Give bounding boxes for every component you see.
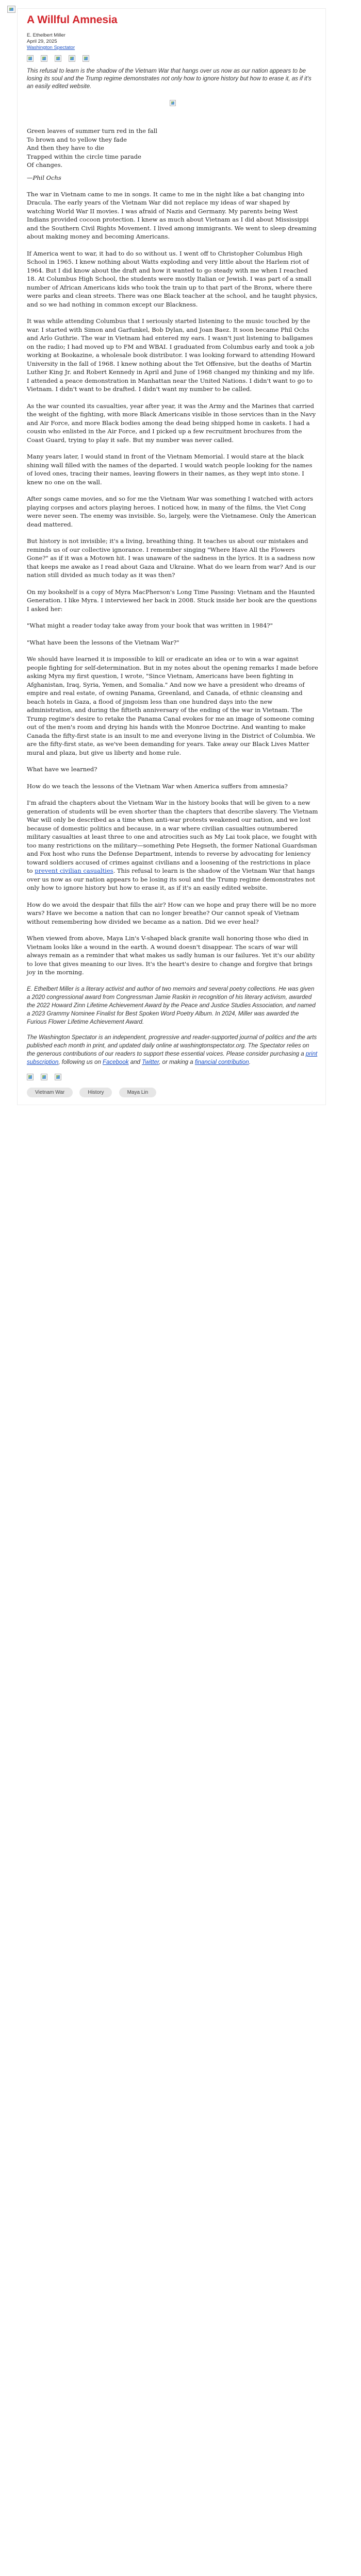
- poem-line: Green leaves of summer turn red in the fall: [27, 127, 158, 134]
- poem-line: And then they have to die: [27, 144, 104, 151]
- epigraph-poem: [27, 127, 318, 170]
- civilian-casualties-link[interactable]: prevent civilian casualties: [35, 867, 113, 874]
- tag-vietnam-war[interactable]: Vietnam War: [27, 1088, 73, 1097]
- body-paragraph: What have we learned?: [27, 766, 97, 773]
- body-paragraph: Many years later, I would stand in front of the Vietnam Memorial. I would stare at the black shining wall filled with the names of the departed. I would watch people looking for the names of loved ones, tracing their names, leaving flowers in their names, as they wept into stone. I knew no one on the wall.: [27, 453, 313, 486]
- bottom-share-buttons: [27, 1074, 318, 1081]
- body-paragraph: As the war counted its casualties, year after year, it was the Army and the Marines that carried the weight of the fighting, with more Black Americans visible in those services than in the Navy and Air Force, and more Black bodies among the dead being shipped home in caskets. I had a cousin who enlisted in the Air Force, and I picked up a few recruitment brochures from the Coast Guard, trying to play it safe. But my number was never called.: [27, 402, 316, 444]
- body-paragraph: We should have learned it is impossible to kill or eradicate an idea or to win a war against people fighting for self-determination. But in my notes about the opening remarks I made before asking Myra my first question, I wrote, "Since Vietnam, Americans have been fighting in Afghanistan, Iraq, Syria, Yemen, and Somalia." And now we have a president who dreams of empire and real estate, of owning Panama, Greenland, and Canada, of ethnic cleansing and beach hotels in Gaza, a flood of jingoism less than one hundred days into the new administration, and during the fiftieth anniversary of the ending of the war in Vietnam. The Trump regime's desire to retake the Panama Canal evokes for me an image of someone coming out of the men's room and drying his hands with the Monroe Doctrine. And wanting to make Canada the fifty-first state is an insult to me and everyone living in the District of Columbia. We are the fifty-first state, as we've been demanding for years. Take away our Black Lives Matter mural and plaza, but give us liberty and home rule.: [27, 655, 318, 756]
- article-card: [17, 8, 326, 1105]
- poem-credit: —Phil Ochs: [27, 174, 61, 181]
- body-paragraph-with-link: [27, 799, 318, 892]
- publish-date: April 29, 2025: [27, 39, 57, 44]
- poem-line: Trapped within the circle time parade: [27, 152, 141, 160]
- share-email-icon[interactable]: [27, 55, 34, 62]
- blurb-text: , following us on: [58, 1059, 101, 1065]
- body-paragraph: It was while attending Columbus that I seriously started listening to the music touched by the war. I started with Simon and Garfunkel, Bob Dylan, and Joan Baez. It soon became Phil Ochs and Arlo Guthrie. The war in Vietnam had entered my ears. I wasn't just listening to ballgames on the radio; I had moved up to FM and WBAI. I graduated from Columbus early and took a job working at Bookazine, a wholesale book distributor. I was looking forward to attending Howard University in the fall of 1968. I knew nothing about the Tet Offensive, but the deaths of Martin Luther King Jr. and Robert Kennedy in April and June of 1968 changed my thinking and my life. I attended a peace demonstration in Manhattan near the United Nations. I didn't want to go to Vietnam. I didn't want to be drafted. I didn't want my number to be called.: [27, 317, 315, 393]
- share-email-icon[interactable]: [27, 1074, 34, 1080]
- body-paragraph: After songs came movies, and so for me the Vietnam War was something I watched with actors playing corpses and actors playing heroes. I noticed how, in many of the films, the Viet Cong were never seen. The enemy was invisible. So, largely, were the Vietnamese. Only the American dead mattered.: [27, 495, 316, 528]
- article-meta: [27, 32, 318, 51]
- blurb-text: , or making a: [159, 1059, 193, 1065]
- publication-blurb: [27, 1033, 318, 1066]
- author-bio: E. Ethelbert Miller is a literary activist and author of two memoirs and several poetry collections. He was given a 2020 congressional award from Congressman Jamie Raskin in recognition of his literary activism, awarded the 2022 Howard Zinn Lifetime Achievement Award by the Peace and Justice Studies Association, and named a 2023 Grammy Nominee Finalist for Best Spoken Word Poetry Album. In 2024, Miller was awarded the Furious Flower Lifetime Achievement Award.: [27, 986, 316, 1025]
- header-image-icon: [7, 6, 15, 13]
- poem-line: To brown and to yellow they fade: [27, 135, 127, 143]
- print-subscription-link[interactable]: print subscription: [27, 1050, 318, 1065]
- facebook-link[interactable]: Facebook: [103, 1059, 129, 1065]
- paragraph-text: . This refusal to learn is the shadow of the Vietnam War that hangs over us now as our nation appears to be losing its soul and the Trump regime demonstrates not only how to ignore history but how to erase it, as if it's an easily edited website.: [27, 867, 316, 891]
- share-twitter-icon[interactable]: [55, 55, 61, 62]
- body-paragraph: On my bookshelf is a copy of Myra MacPherson's Long Time Passing: Vietnam and the Haunted Generation. I like Myra. I interviewed her back in 2008. Stuck inside her book are the questions I asked her:: [27, 588, 317, 613]
- tag-history[interactable]: History: [79, 1088, 112, 1097]
- tag-maya-lin[interactable]: Maya Lin: [119, 1088, 157, 1097]
- twitter-link[interactable]: Twitter: [142, 1059, 159, 1065]
- body-paragraph: "What have been the lessons of the Vietnam War?": [27, 638, 179, 646]
- article-title[interactable]: A Willful Amnesia: [27, 14, 118, 26]
- share-facebook-icon[interactable]: [41, 1074, 47, 1080]
- share-linkedin-icon[interactable]: [69, 55, 75, 62]
- poem-line: Of changes.: [27, 161, 63, 168]
- body-paragraph: But history is not invisible; it's a living, breathing thing. It teaches us about our mistakes and reminds us of our collective ignorance. I remember singing "Where Have All the Flowers Gone?" as if it was a Motown hit. I was unaware of the sadness in the lyrics. It is a sadness now that keeps me awake as I read about Gaza and Ukraine. What do we learn from war? And is our nation still divided as much today as it was then?: [27, 537, 316, 579]
- share-twitter-icon[interactable]: [55, 1074, 61, 1080]
- body-paragraph: How do we teach the lessons of the Vietnam War when America suffers from amnesia?: [27, 782, 288, 790]
- tag-list: [27, 1086, 318, 1097]
- body-paragraph: If America went to war, it had to do so without us. I went off to Christopher Columbus High School in 1965. I knew nothing about Watts exploding and very little about the Harlem riot of 1964. But I did know about the draft and how it wanted to go steady with me when I reached 18. At Columbus High School, the students were mostly Italian or Jewish. I was part of a small number of African Americans kids who took the train up to that part of the Bronx, where there were parks and clean streets. There was one Black teacher at the school, and he taught physics, and so we had nothing in common except our Blackness.: [27, 249, 318, 308]
- share-print-icon[interactable]: [83, 55, 89, 62]
- blurb-text: The Washington Spectator is an independent, progressive and reader-supported journal of politics and the arts published each month in print, and updated daily online at washingtonspectator.org. The Spectator relies on the generous contributions of our readers to support these essential voices. Please consider purchasing a: [27, 1034, 317, 1057]
- blurb-text: .: [249, 1059, 251, 1065]
- hero-image-icon: [170, 100, 176, 106]
- financial-contribution-link[interactable]: financial contribution: [194, 1059, 249, 1065]
- article-summary: This refusal to learn is the shadow of the Vietnam War that hangs over us now as our nation appears to be losing its soul and the Trump regime demonstrates not only how to ignore history but how to erase it, as if it's an easily edited website.: [27, 68, 311, 90]
- paragraph-text: I'm afraid the chapters about the Vietnam War in the history books that will be given to a new generation of students will be even shorter than the chapters that describe slavery. The Vietnam War will only be described as a time when anti-war protests weakened our nation, and we lost because of domestic politics and because, in a war where civilian casualties outnumbered military casualties at least three to one and atrocities such as My Lai took place, we fought with too many restrictions on the military—something Pete Hegseth, the former National Guardsman and Fox host who runs the Defense Department, intends to reverse by advocating for leniency toward soldiers accused of crimes against civilians and a loosening of the restrictions in place to: [27, 799, 318, 874]
- body-paragraph: The war in Vietnam came to me in songs. It came to me in the night like a bat changing into Dracula. The early years of the Vietnam War did not replace my ideas of war shaped by watching World War II movies. I was afraid of Nazis and Germany. My parents being West Indians provided cocoon protection. I knew as much about Vietnam as I did about Mississippi and the Southern Civil Rights Movement. I lived among immigrants. We went to sleep dreaming about making money and becoming Americans.: [27, 190, 317, 240]
- share-facebook-icon[interactable]: [41, 55, 47, 62]
- blurb-text: and: [130, 1059, 140, 1065]
- body-paragraph: When viewed from above, Maya Lin's V-shaped black granite wall honoring those who died in Vietnam looks like a wound in the earth. A wound doesn't disappear. The scars of war will always remain as a reminder that what makes us sadly human is our failures. Yet it's our ability to love that gives meaning to our lives. It's the heart's desire to change and forgive that brings joy in the morning.: [27, 935, 315, 976]
- author-name: E. Ethelbert Miller: [27, 32, 65, 38]
- body-paragraph: How do we avoid the despair that fills the air? How can we hope and pray there will be no more wars? Have we become a nation that can no longer breathe? Our cannot speak of Vietnam without remembering how divided we became as a nation. Did we ever heal?: [27, 901, 317, 925]
- share-buttons: [27, 55, 318, 62]
- body-paragraph: "What might a reader today take away from your book that was written in 1984?": [27, 622, 273, 629]
- publication-link[interactable]: Washington Spectator: [27, 45, 75, 50]
